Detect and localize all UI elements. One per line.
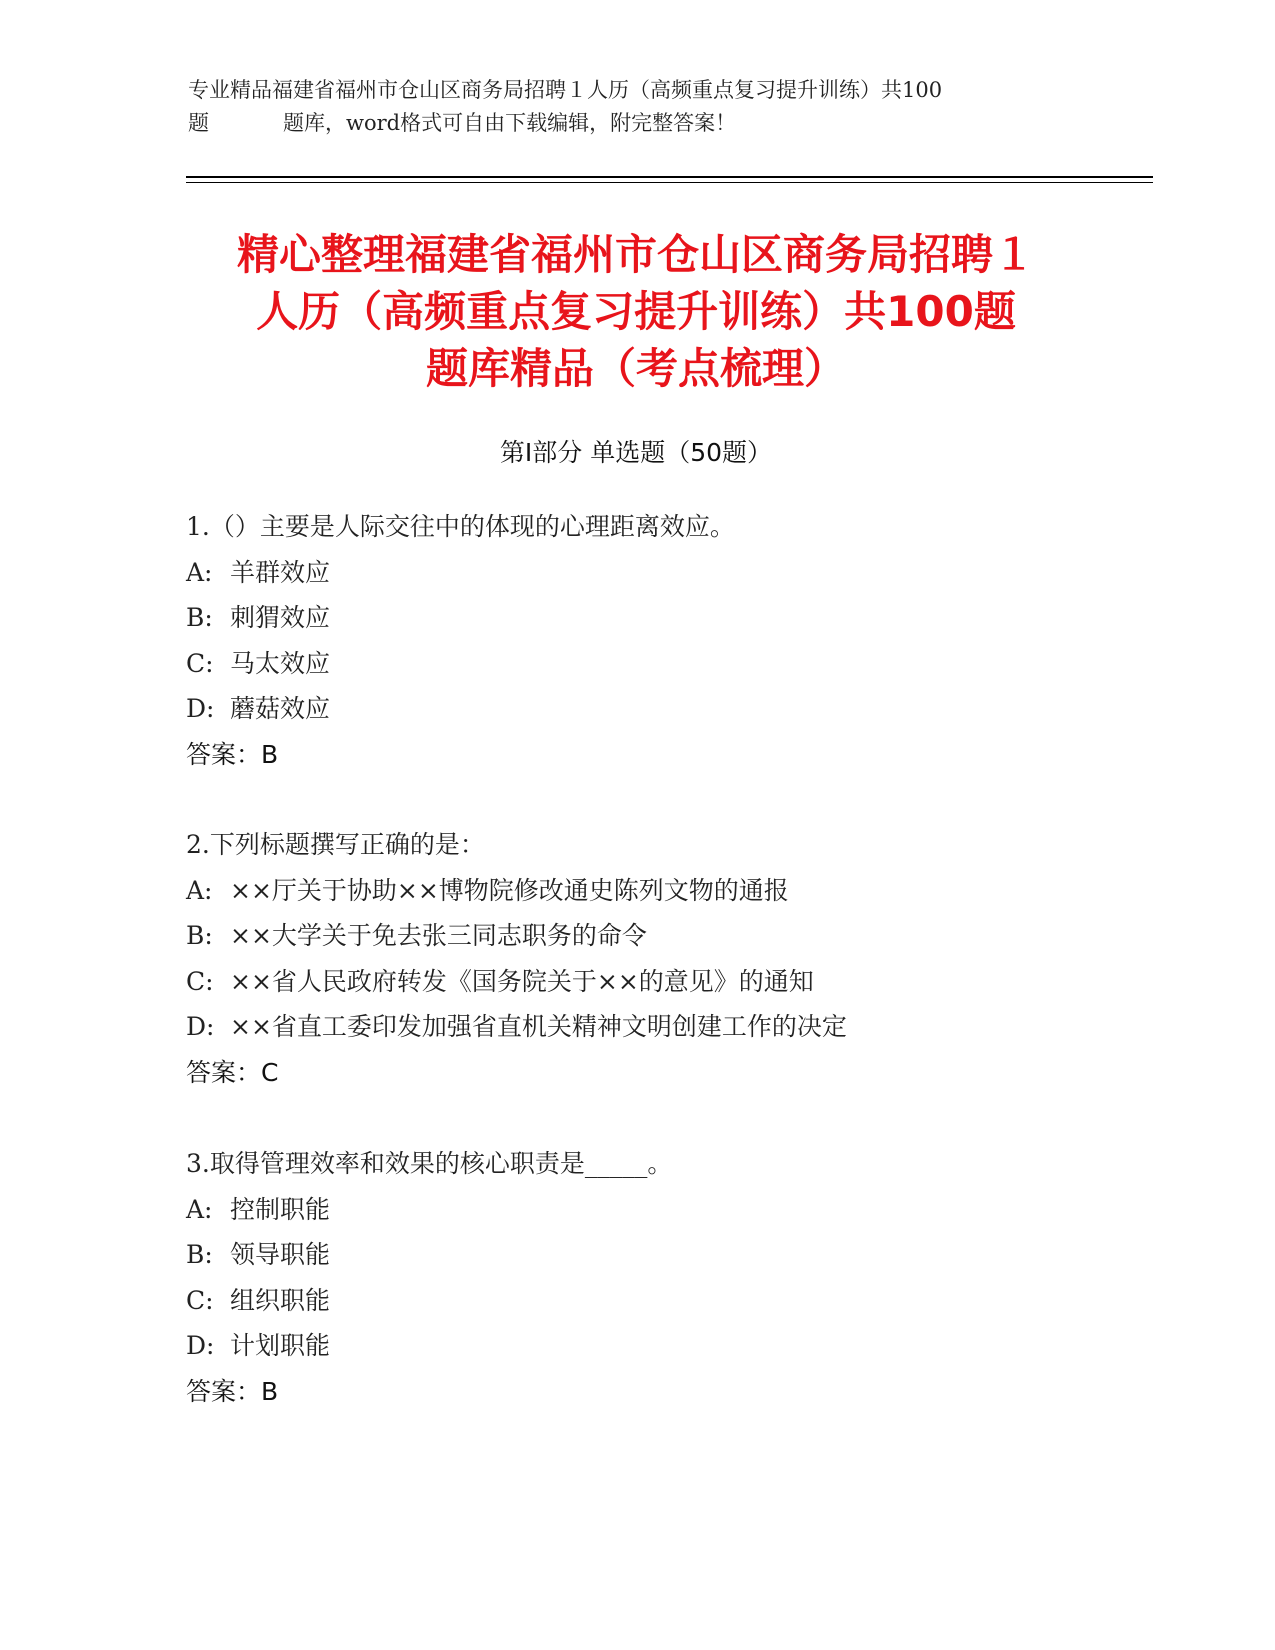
option-text: 马太效应 xyxy=(230,648,331,678)
option-key: D: xyxy=(186,1012,215,1041)
section-title: 第Ⅰ部分 单选题（50题） xyxy=(499,438,773,467)
question-block-1 xyxy=(186,504,1086,777)
option-text: ××大学关于免去张三同志职务的命令 xyxy=(230,921,647,950)
option-text: 领导职能 xyxy=(230,1240,331,1269)
option-d xyxy=(186,1004,1086,1050)
answer-line: 答案：B xyxy=(186,739,279,769)
question-block-2 xyxy=(186,822,1086,1095)
question-stem: 1.（）主要是人际交往中的体现的心理距离效应。 xyxy=(186,512,735,541)
option-c xyxy=(186,1278,1086,1324)
option-a xyxy=(186,868,1086,914)
option-text: ××厅关于协助××博物院修改通史陈列文物的通报 xyxy=(230,875,789,905)
header-note-line-2-start: 题 xyxy=(188,111,209,135)
option-key: A: xyxy=(186,1194,213,1224)
option-b xyxy=(186,913,1086,959)
option-text: 蘑菇效应 xyxy=(230,694,331,723)
option-text: 羊群效应 xyxy=(230,557,331,587)
question-stem: 3.取得管理效率和效果的核心职责是_____。 xyxy=(186,1149,673,1178)
option-key: D: xyxy=(186,694,215,723)
header-note xyxy=(188,74,1088,140)
option-text: 控制职能 xyxy=(230,1194,331,1224)
document-title-line-3: 题库精品（考点梳理） xyxy=(425,344,846,393)
option-text: 刺猬效应 xyxy=(230,603,331,632)
header-divider-thick xyxy=(186,176,1153,178)
option-key: B: xyxy=(186,603,213,632)
option-key: D: xyxy=(186,1331,215,1360)
option-a xyxy=(186,1187,1086,1233)
option-key: B: xyxy=(186,921,213,950)
document-title-line-1: 精心整理福建省福州市仓山区商务局招聘１ xyxy=(236,230,1035,279)
option-key: C: xyxy=(186,966,214,996)
header-note-line-1: 专业精品福建省福州市仓山区商务局招聘１人历（高频重点复习提升训练）共100 xyxy=(188,78,943,102)
option-key: A: xyxy=(186,875,213,905)
option-d xyxy=(186,1323,1086,1369)
option-text: 组织职能 xyxy=(230,1285,331,1315)
option-b xyxy=(186,1232,1086,1278)
header-divider-thin xyxy=(186,182,1153,183)
document-title-line-2: 人历（高频重点复习提升训练）共100题 xyxy=(256,287,1016,336)
option-b xyxy=(186,595,1086,641)
document-title xyxy=(186,226,1086,397)
option-a xyxy=(186,550,1086,596)
question-block-3 xyxy=(186,1141,1086,1414)
option-key: B: xyxy=(186,1240,213,1269)
option-key: C: xyxy=(186,1285,214,1315)
answer-line: 答案：C xyxy=(186,1057,279,1087)
question-stem: 2.下列标题撰写正确的是： xyxy=(186,830,485,859)
option-key: A: xyxy=(186,557,213,587)
header-note-line-2-end: 题库，word格式可自由下载编辑，附完整答案！ xyxy=(283,111,737,135)
option-c xyxy=(186,641,1086,687)
option-text: 计划职能 xyxy=(230,1331,331,1360)
option-key: C: xyxy=(186,648,214,678)
option-d xyxy=(186,686,1086,732)
header-note-line-2 xyxy=(188,107,1088,140)
option-text: ××省人民政府转发《国务院关于××的意见》的通知 xyxy=(230,966,814,996)
option-text: ××省直工委印发加强省直机关精神文明创建工作的决定 xyxy=(230,1012,847,1041)
answer-line: 答案：B xyxy=(186,1376,279,1406)
option-c xyxy=(186,959,1086,1005)
